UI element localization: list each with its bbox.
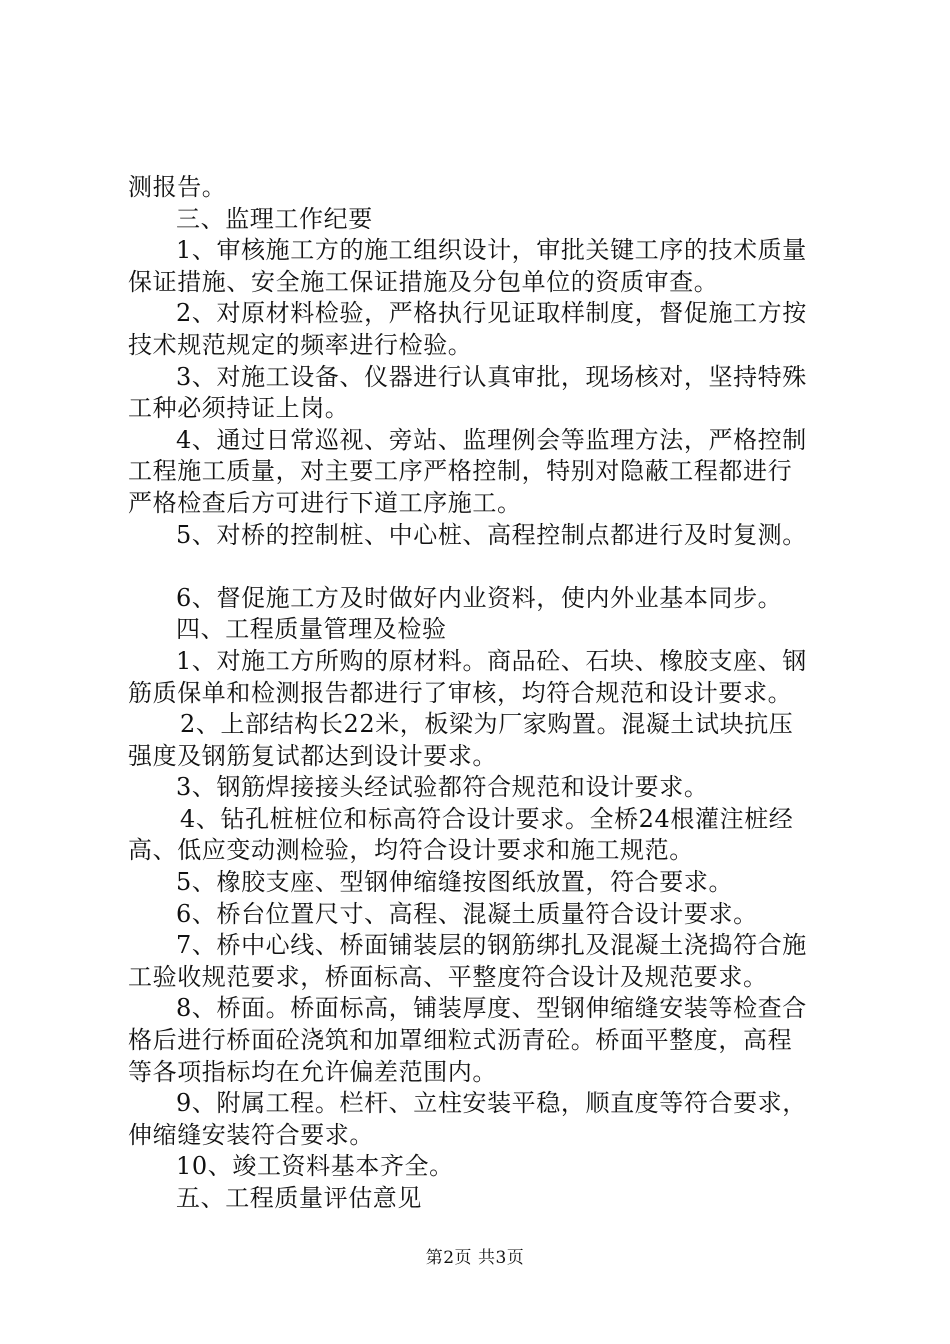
text-line: 3、对施工设备、仪器进行认真审批，现场核对，坚持特殊 <box>176 362 807 391</box>
text-line: 严格检查后方可进行下道工序施工。 <box>128 488 522 517</box>
page-number-footer: 第2页 共3页 <box>425 1248 525 1268</box>
text-line: 工种必须持证上岗。 <box>128 394 350 423</box>
text-line: 等各项指标均在允许偏差范围内。 <box>128 1057 497 1086</box>
text-line: 格后进行桥面砼浇筑和加罩细粒式沥青砼。桥面平整度，高程 <box>128 1026 793 1055</box>
text-line: 工验收规范要求，桥面标高、平整度符合设计及规范要求。 <box>128 962 768 991</box>
text-line: 高、低应变动测检验，均符合设计要求和施工规范。 <box>128 836 694 865</box>
document-body <box>128 172 838 1215</box>
text-line: 1、审核施工方的施工组织设计，审批关键工序的技术质量 <box>176 236 807 265</box>
paragraph-gap <box>128 551 838 583</box>
text-line: 10、竣工资料基本齐全。 <box>176 1152 454 1181</box>
text-line: 7、桥中心线、桥面铺装层的钢筋绑扎及混凝土浇捣符合施 <box>176 931 807 960</box>
text-line: 筋质保单和检测报告都进行了审核，均符合规范和设计要求。 <box>128 678 793 707</box>
text-line: 技术规范规定的频率进行检验。 <box>128 330 473 359</box>
text-line: 2、对原材料检验，严格执行见证取样制度，督促施工方按 <box>176 299 807 328</box>
section-heading: 四、工程质量管理及检验 <box>176 615 447 644</box>
text-line: 测报告。 <box>128 173 227 201</box>
text-line: 保证措施、安全施工保证措施及分包单位的资质审查。 <box>128 267 719 296</box>
text-line: 6、桥台位置尺寸、高程、混凝土质量符合设计要求。 <box>176 899 758 928</box>
text-line: 4、钻孔桩桩位和标高符合设计要求。全桥24根灌注桩经 <box>180 804 794 833</box>
text-line: 8、桥面。桥面标高，铺装厚度、型钢伸缩缝安装等检查合 <box>176 994 807 1023</box>
text-line: 1、对施工方所购的原材料。商品砼、石块、橡胶支座、钢 <box>176 646 807 675</box>
text-line: 5、橡胶支座、型钢伸缩缝按图纸放置，符合要求。 <box>176 868 734 897</box>
text-line: 强度及钢筋复试都达到设计要求。 <box>128 741 497 770</box>
text-line: 9、附属工程。栏杆、立柱安装平稳，顺直度等符合要求， <box>176 1089 807 1118</box>
text-line: 3、钢筋焊接接头经试验都符合规范和设计要求。 <box>176 773 709 802</box>
section-heading: 五、工程质量评估意见 <box>176 1184 422 1212</box>
text-line: 工程施工质量，对主要工序严格控制，特别对隐蔽工程都进行 <box>128 457 793 486</box>
text-line: 2、上部结构长22米，板梁为厂家购置。混凝土试块抗压 <box>180 710 794 739</box>
text-line: 6、督促施工方及时做好内业资料，使内外业基本同步。 <box>176 583 783 612</box>
text-line: 5、对桥的控制桩、中心桩、高程控制点都进行及时复测。 <box>176 520 807 549</box>
section-heading: 三、监理工作纪要 <box>176 204 373 233</box>
text-line: 4、通过日常巡视、旁站、监理例会等监理方法，严格控制 <box>176 425 807 454</box>
text-line: 伸缩缝安装符合要求。 <box>128 1120 374 1149</box>
